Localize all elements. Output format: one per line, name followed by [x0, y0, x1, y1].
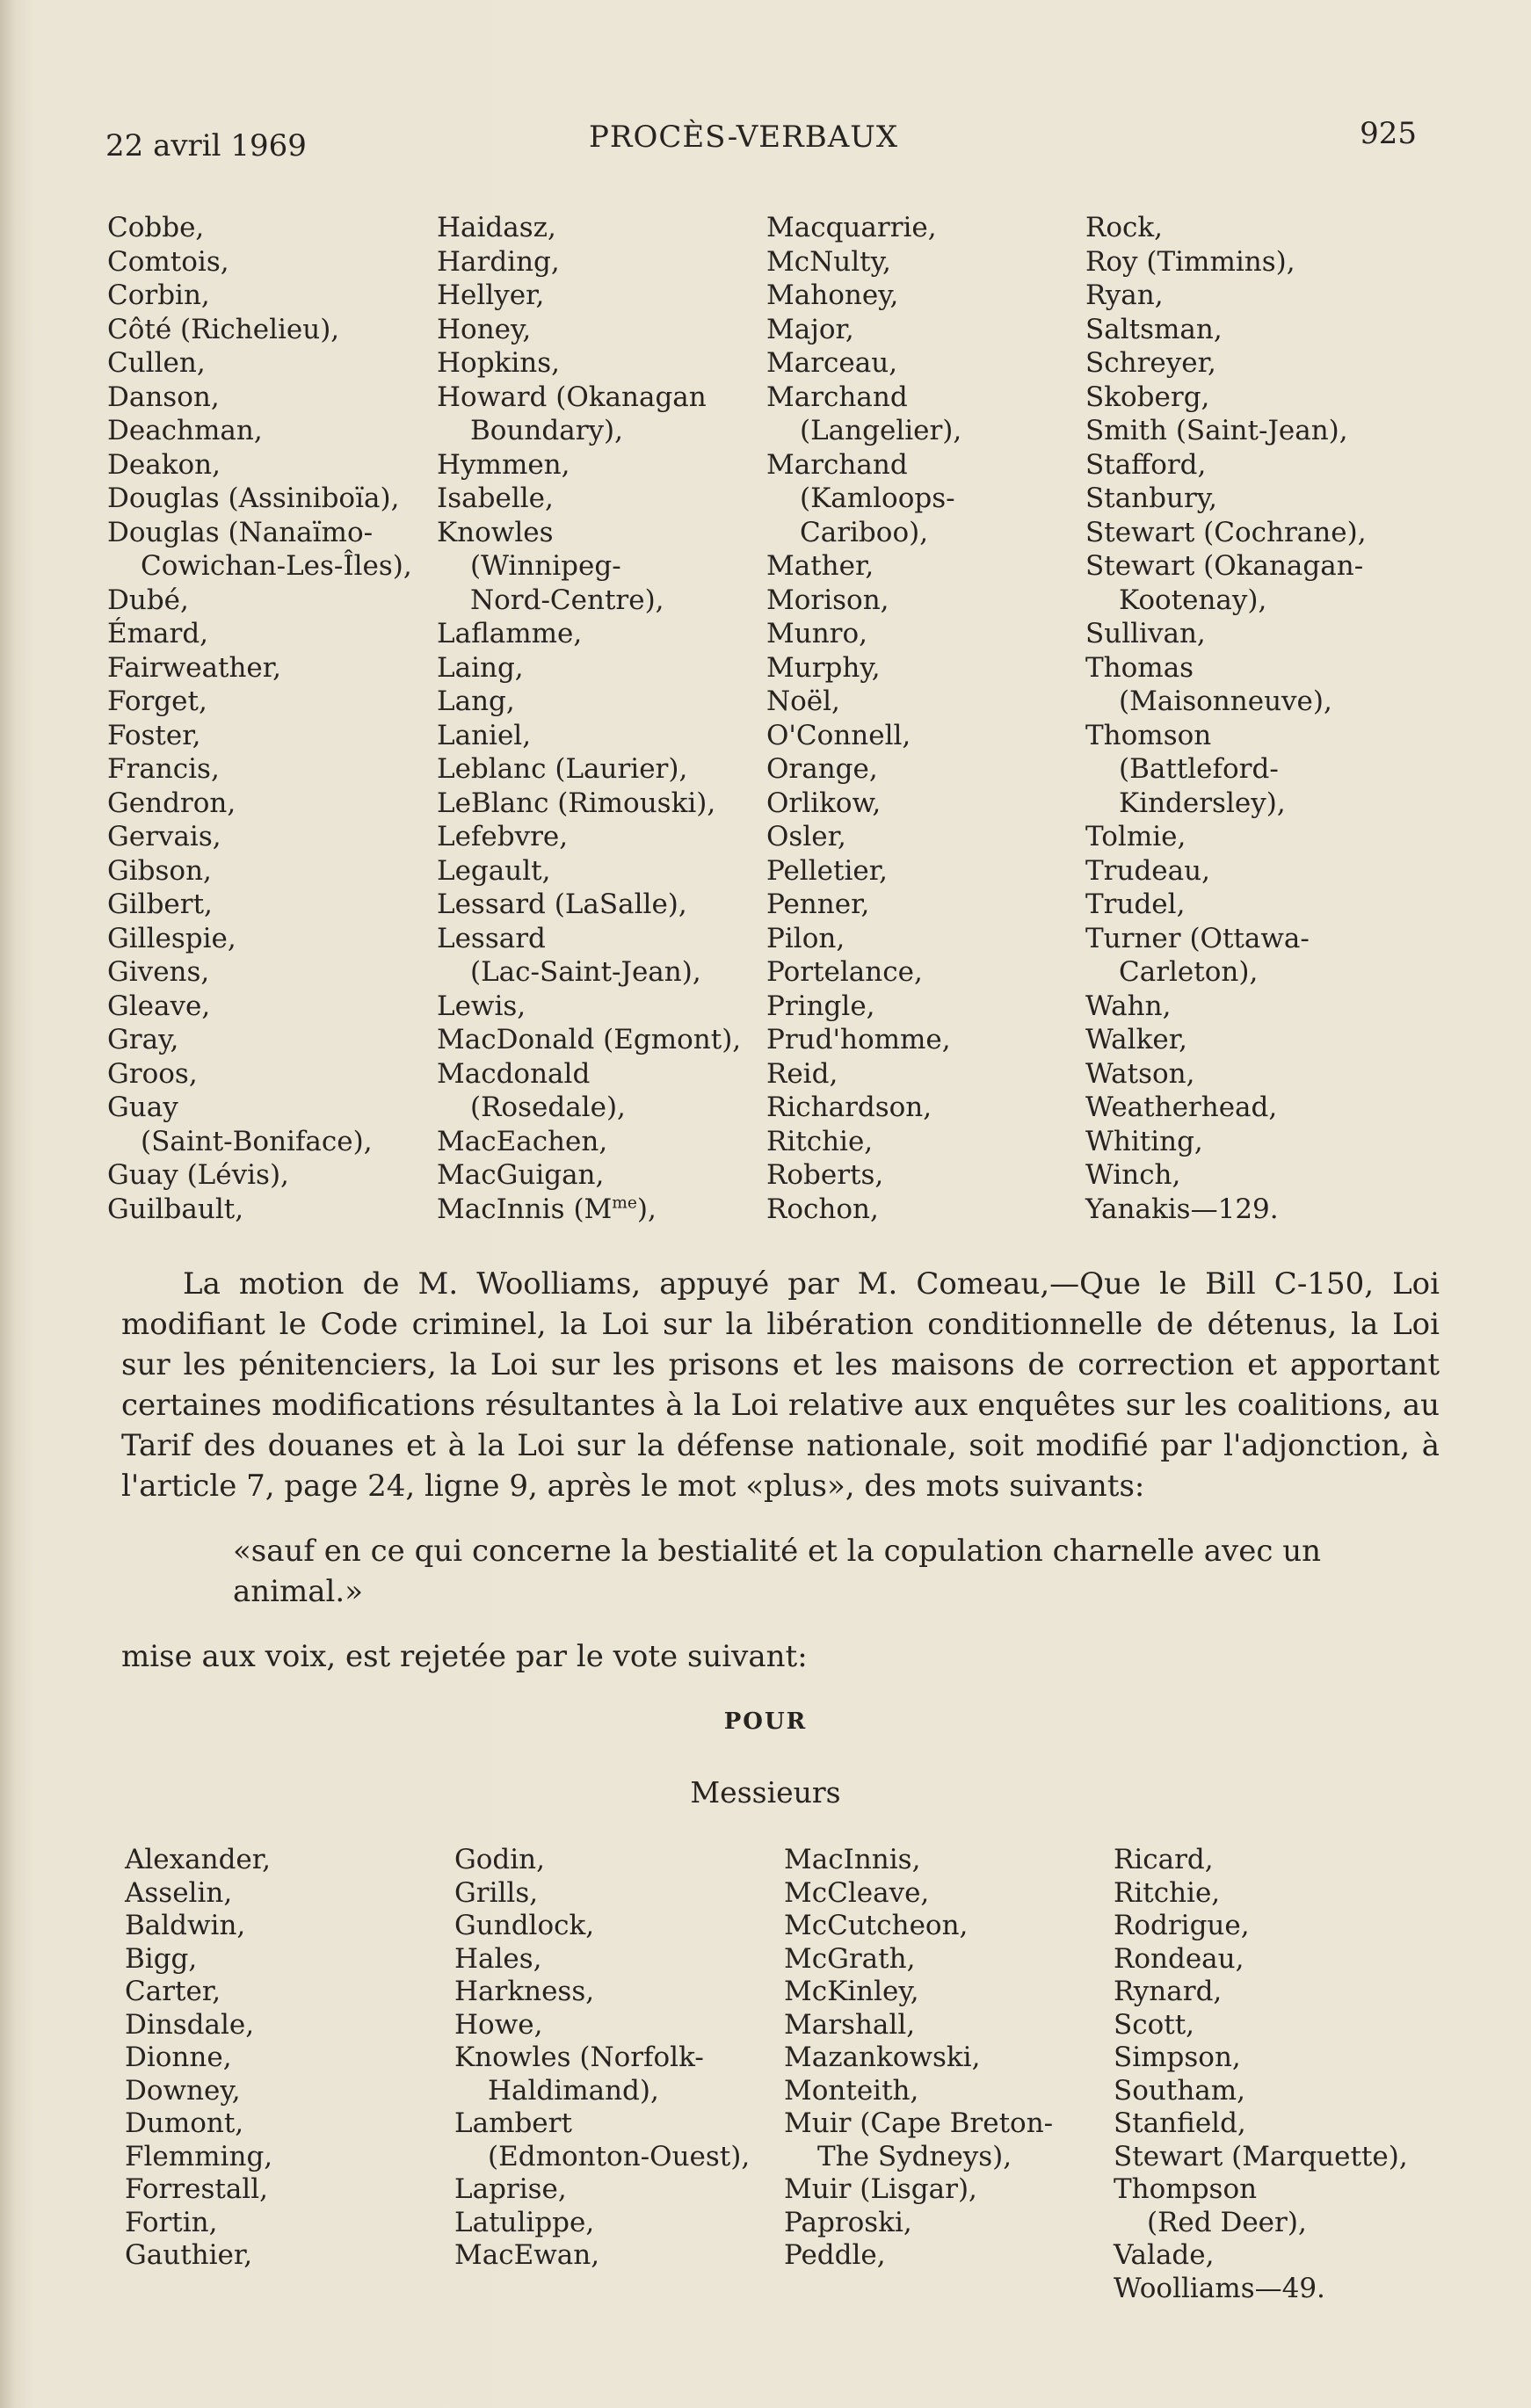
- name-text: MacInnis (M: [437, 1193, 613, 1225]
- name-entry: Haidasz,: [437, 212, 556, 243]
- name-entry: Guay: [107, 1092, 178, 1123]
- name-entry: Gray,: [107, 1024, 179, 1055]
- name-tail: ),: [636, 1193, 657, 1225]
- name-entry: Pilon,: [766, 922, 845, 954]
- name-entry: (Rosedale),: [470, 1092, 626, 1123]
- name-entry: Smith (Saint-Jean),: [1085, 415, 1348, 446]
- name-entry: Muir (Cape Breton-: [784, 2107, 1054, 2139]
- name-entry: MacInnis,: [784, 1844, 921, 1875]
- name-entry: (Kamloops-: [800, 482, 955, 514]
- name-entry: Douglas (Assiniboïa),: [107, 482, 400, 514]
- name-entry: Laflamme,: [437, 618, 583, 649]
- name-entry: Laniel,: [437, 719, 532, 751]
- messieurs-heading: Messieurs: [690, 1775, 841, 1810]
- name-entry: Lang,: [437, 685, 515, 717]
- name-entry: Leblanc (Laurier),: [437, 753, 688, 785]
- name-entry: Tolmie,: [1085, 821, 1186, 852]
- name-entry: Major,: [766, 313, 854, 345]
- name-entry: MacEwan,: [454, 2239, 600, 2271]
- name-entry: Stewart (Marquette),: [1114, 2140, 1408, 2172]
- name-entry: Guay (Lévis),: [107, 1159, 289, 1191]
- name-entry: Gillespie,: [107, 922, 236, 954]
- name-entry: Flemming,: [125, 2140, 273, 2172]
- pour-names-list: [125, 1844, 1461, 2305]
- name-entry: Alexander,: [125, 1844, 272, 1875]
- name-entry: MacGuigan,: [437, 1159, 605, 1191]
- name-entry: Rondeau,: [1114, 1942, 1244, 1975]
- contre-column-3: [766, 211, 1096, 1226]
- name-entry: Paproski,: [784, 2206, 912, 2238]
- name-entry: Knowles: [437, 516, 554, 548]
- motion-result: mise aux voix, est rejetée par le vote suivant:: [121, 1639, 808, 1674]
- name-entry: Godin,: [454, 1844, 546, 1875]
- name-entry: Howe,: [454, 2008, 543, 2041]
- name-entry: Bigg,: [125, 1942, 198, 1975]
- name-entry: Gilbert,: [107, 888, 213, 920]
- name-entry: Stanbury,: [1085, 482, 1218, 514]
- name-entry: Deachman,: [107, 415, 263, 446]
- name-entry: Rock,: [1085, 212, 1164, 243]
- name-entry: (Edmonton-Ouest),: [488, 2140, 751, 2172]
- name-entry: Deakon,: [107, 448, 221, 481]
- name-entry: (Langelier),: [800, 415, 962, 446]
- name-entry: Fairweather,: [107, 651, 282, 684]
- name-entry: [437, 1193, 766, 1227]
- name-entry: Grills,: [454, 1876, 539, 1909]
- name-entry: Southam,: [1114, 2074, 1246, 2107]
- name-entry: Givens,: [107, 956, 210, 988]
- name-entry: Weatherhead,: [1085, 1092, 1278, 1123]
- name-entry: McGrath,: [784, 1942, 916, 1975]
- name-entry: The Sydneys),: [817, 2140, 1012, 2172]
- name-entry: Stanfield,: [1114, 2107, 1246, 2139]
- name-entry: Forget,: [107, 685, 207, 717]
- pour-heading: POUR: [723, 1708, 808, 1735]
- pour-column-2: [454, 1844, 784, 2305]
- name-entry: Trudeau,: [1085, 854, 1210, 887]
- name-entry: Kootenay),: [1119, 584, 1267, 616]
- name-entry: Gauthier,: [125, 2239, 253, 2271]
- name-entry: Trudel,: [1085, 888, 1186, 920]
- name-entry: Rodrigue,: [1114, 1910, 1250, 1941]
- name-entry: Orange,: [766, 753, 878, 785]
- name-entry: Roy (Timmins),: [1085, 245, 1295, 278]
- name-entry: Forrestall,: [125, 2173, 268, 2205]
- name-entry: Roberts,: [766, 1159, 884, 1191]
- name-entry: Honey,: [437, 313, 532, 345]
- name-entry: Prud'homme,: [766, 1024, 951, 1055]
- name-entry: Lessard (LaSalle),: [437, 888, 687, 920]
- contre-names-list: [107, 211, 1443, 1226]
- name-entry: Woolliams—49.: [1114, 2272, 1325, 2304]
- name-entry: Kindersley),: [1119, 787, 1286, 819]
- name-entry: Lessard: [437, 922, 546, 954]
- name-entry: Winch,: [1085, 1159, 1181, 1191]
- name-entry: Cobbe,: [107, 212, 205, 243]
- name-entry: Mazankowski,: [784, 2042, 981, 2073]
- name-entry: Stafford,: [1085, 448, 1207, 481]
- name-entry: Asselin,: [125, 1876, 233, 1909]
- name-entry: Walker,: [1085, 1024, 1187, 1055]
- name-entry: Saltsman,: [1085, 313, 1223, 345]
- name-entry: Sullivan,: [1085, 618, 1206, 649]
- name-entry: Marceau,: [766, 347, 898, 379]
- name-entry: Nord-Centre),: [470, 584, 664, 616]
- name-entry: (Winnipeg-: [470, 550, 621, 582]
- contre-column-4: [1085, 211, 1415, 1226]
- name-entry: Marchand: [766, 381, 908, 413]
- name-entry: Stewart (Cochrane),: [1085, 516, 1367, 548]
- name-entry: (Saint-Boniface),: [141, 1125, 373, 1157]
- name-entry: (Lac-Saint-Jean),: [470, 956, 701, 988]
- name-entry: Simpson,: [1114, 2042, 1241, 2073]
- name-entry: Cariboo),: [800, 516, 929, 548]
- name-entry: Harding,: [437, 245, 560, 278]
- name-entry: Rochon,: [766, 1193, 879, 1225]
- name-entry: Carter,: [125, 1976, 221, 2007]
- name-entry: Hellyer,: [437, 279, 545, 311]
- name-entry: Baldwin,: [125, 1910, 246, 1941]
- name-entry: Francis,: [107, 753, 220, 785]
- name-entry: Latulippe,: [454, 2206, 595, 2238]
- name-entry: Turner (Ottawa-: [1085, 922, 1310, 954]
- page-number: 925: [1360, 116, 1417, 151]
- name-entry: Carleton),: [1119, 956, 1259, 988]
- name-entry: Muir (Lisgar),: [784, 2173, 977, 2205]
- name-entry: Peddle,: [784, 2239, 886, 2271]
- name-entry: Douglas (Nanaïmo-: [107, 516, 374, 548]
- name-entry: Reid,: [766, 1057, 838, 1090]
- contre-column-1: [107, 211, 437, 1226]
- header-date: 22 avril 1969: [105, 128, 307, 163]
- contre-column-2: [437, 211, 766, 1226]
- name-entry: Legault,: [437, 854, 551, 887]
- name-entry: O'Connell,: [766, 719, 911, 751]
- name-entry: Marshall,: [784, 2008, 916, 2041]
- name-entry: Thomson: [1085, 719, 1212, 751]
- name-entry: Dubé,: [107, 584, 189, 616]
- name-entry: Portelance,: [766, 956, 923, 988]
- name-entry: LeBlanc (Rimouski),: [437, 787, 716, 819]
- name-entry: Cowichan-Les-Îles),: [141, 550, 412, 582]
- pour-column-3: [784, 1844, 1114, 2305]
- name-entry: Côté (Richelieu),: [107, 313, 340, 345]
- name-entry: Knowles (Norfolk-: [454, 2042, 704, 2073]
- name-entry: Stewart (Okanagan-: [1085, 550, 1364, 582]
- name-entry: Howard (Okanagan: [437, 381, 707, 413]
- name-entry: Boundary),: [470, 415, 623, 446]
- name-entry: Murphy,: [766, 651, 881, 684]
- name-entry: Émard,: [107, 618, 209, 649]
- name-entry: Morison,: [766, 584, 889, 616]
- name-entry: Ryan,: [1085, 279, 1164, 311]
- name-entry: Macdonald: [437, 1057, 591, 1090]
- name-entry: Skoberg,: [1085, 381, 1210, 413]
- name-entry: Macquarrie,: [766, 212, 937, 243]
- name-entry: Yanakis—129.: [1085, 1193, 1279, 1225]
- name-entry: (Maisonneuve),: [1119, 685, 1332, 717]
- name-entry: Valade,: [1114, 2239, 1215, 2271]
- name-entry: Laprise,: [454, 2173, 567, 2205]
- motion-paragraph: La motion de M. Woolliams, appuyé par M. Comeau,—Que le Bill C-150, Loi modifiant le Code criminel, la Loi sur la libération conditionnelle de détenus, la Loi sur les pénitenciers, la Loi sur les prisons et les maisons de correction et apportant certaines modifications résultantes à la Loi relative aux enquêtes sur les coalitions, au Tarif des douanes et à la Loi sur la défense nationale, soit modifié par l'adjonction, à l'article 7, page 24, ligne 9, après le mot «plus», des mots suivants:: [121, 1266, 1440, 1504]
- pour-column-4: [1114, 1844, 1443, 2305]
- name-entry: Hymmen,: [437, 448, 570, 481]
- name-entry: Ritchie,: [766, 1125, 874, 1157]
- name-entry: Hales,: [454, 1942, 542, 1975]
- name-entry: Gleave,: [107, 990, 211, 1022]
- name-entry: Rynard,: [1114, 1976, 1223, 2007]
- motion-quote: «sauf en ce qui concerne la bestialité et la copulation charnelle avec un animal.»: [233, 1534, 1322, 1609]
- name-entry: MacDonald (Egmont),: [437, 1024, 742, 1055]
- name-entry: Marchand: [766, 448, 908, 481]
- name-entry: Richardson,: [766, 1092, 932, 1123]
- header-title: PROCÈS-VERBAUX: [589, 120, 899, 155]
- name-entry: Watson,: [1085, 1057, 1195, 1090]
- name-entry: (Red Deer),: [1147, 2206, 1307, 2238]
- name-entry: Haldimand),: [488, 2074, 659, 2107]
- name-entry: Mather,: [766, 550, 874, 582]
- name-entry: Schreyer,: [1085, 347, 1216, 379]
- name-entry: Groos,: [107, 1057, 198, 1090]
- name-entry: Laing,: [437, 651, 524, 684]
- name-entry: Comtois,: [107, 245, 229, 278]
- name-entry: Dinsdale,: [125, 2008, 255, 2041]
- name-entry: Noël,: [766, 685, 840, 717]
- name-entry: Pelletier,: [766, 854, 888, 887]
- name-entry: McKinley,: [784, 1976, 919, 2007]
- name-entry: Penner,: [766, 888, 870, 920]
- name-entry: Thomas: [1085, 651, 1194, 684]
- name-entry: (Battleford-: [1119, 753, 1279, 785]
- name-entry: Ritchie,: [1114, 1876, 1221, 1909]
- name-entry: Orlikow,: [766, 787, 882, 819]
- name-entry: Whiting,: [1085, 1125, 1203, 1157]
- name-entry: Downey,: [125, 2074, 241, 2107]
- name-entry: Hopkins,: [437, 347, 560, 379]
- name-entry: Monteith,: [784, 2074, 919, 2107]
- name-entry: Lefebvre,: [437, 821, 569, 852]
- name-entry: Lewis,: [437, 990, 526, 1022]
- name-entry: Scott,: [1114, 2008, 1195, 2041]
- name-entry: Fortin,: [125, 2206, 218, 2238]
- name-entry: McCleave,: [784, 1876, 930, 1909]
- name-entry: Mahoney,: [766, 279, 899, 311]
- name-entry: Pringle,: [766, 990, 875, 1022]
- name-entry: Gundlock,: [454, 1910, 595, 1941]
- name-entry: Gendron,: [107, 787, 236, 819]
- pour-column-1: [125, 1844, 454, 2305]
- name-entry: Gervais,: [107, 821, 221, 852]
- name-entry: Isabelle,: [437, 482, 554, 514]
- name-entry: Lambert: [454, 2107, 572, 2139]
- name-entry: Cullen,: [107, 347, 206, 379]
- name-entry: McCutcheon,: [784, 1910, 969, 1941]
- name-entry: Dumont,: [125, 2107, 244, 2139]
- name-entry: Harkness,: [454, 1976, 595, 2007]
- name-entry: Danson,: [107, 381, 220, 413]
- name-entry: Guilbault,: [107, 1193, 244, 1225]
- name-entry: Wahn,: [1085, 990, 1172, 1022]
- superscript: me: [612, 1193, 637, 1213]
- name-entry: Munro,: [766, 618, 868, 649]
- name-entry: Dionne,: [125, 2042, 232, 2073]
- page-header: [105, 116, 1417, 163]
- name-entry: Thompson: [1114, 2173, 1258, 2205]
- name-entry: Corbin,: [107, 279, 210, 311]
- name-entry: Osler,: [766, 821, 846, 852]
- name-entry: Gibson,: [107, 854, 212, 887]
- name-entry: Ricard,: [1114, 1844, 1214, 1875]
- name-entry: McNulty,: [766, 245, 891, 278]
- name-entry: Foster,: [107, 719, 201, 751]
- name-entry: MacEachen,: [437, 1125, 608, 1157]
